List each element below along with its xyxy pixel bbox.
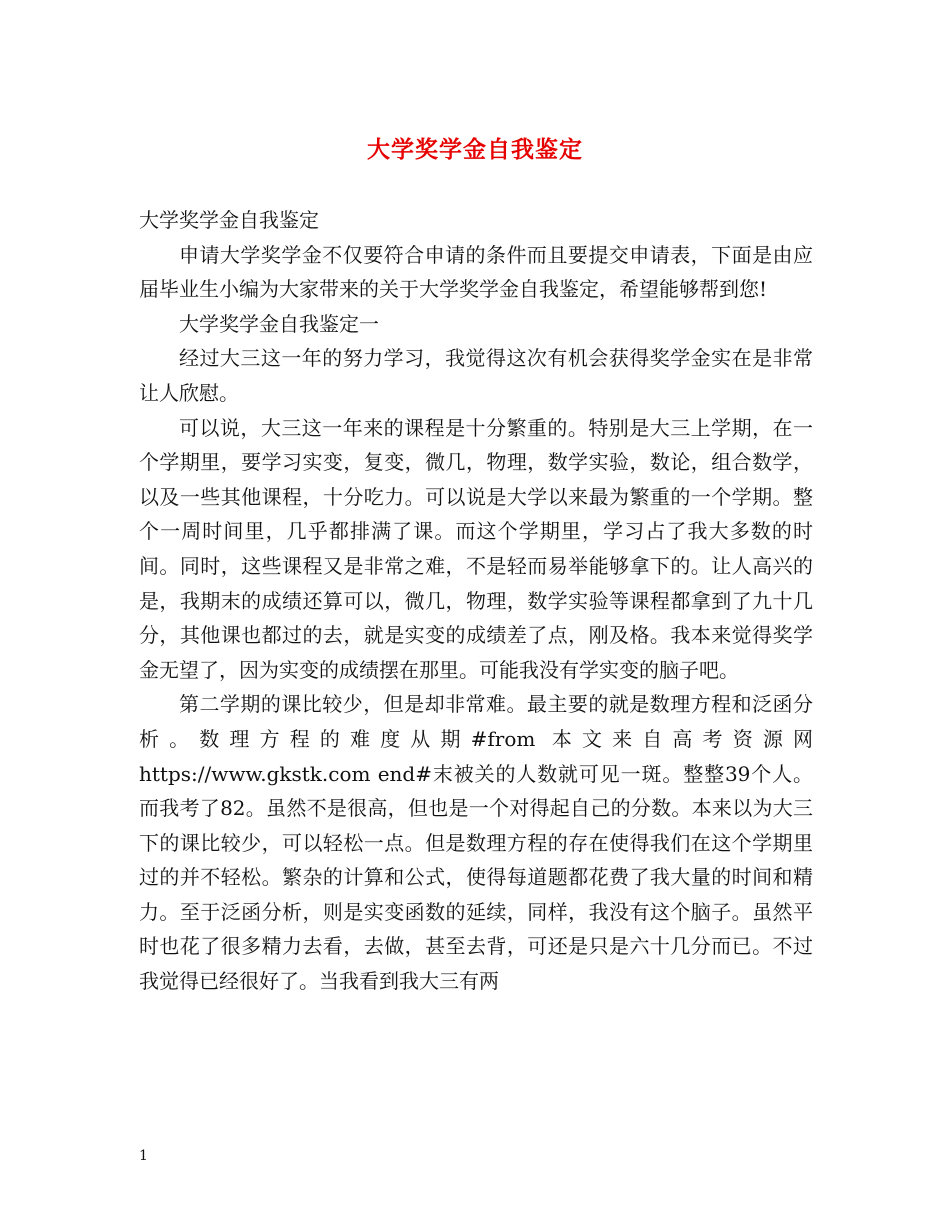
paragraph-heading: 大学奖学金自我鉴定 bbox=[139, 208, 319, 232]
paragraph-body: 经过大三这一年的努力学习，我觉得这次有机会获得奖学金实在是非常让人欣慰。 bbox=[139, 346, 813, 405]
document-body bbox=[139, 203, 813, 999]
paragraph-intro: 申请大学奖学金不仅要符合申请的条件而且要提交申请表，下面是由应届毕业生小编为大家带来的关于大学奖学金自我鉴定，希望能够帮到您! bbox=[139, 242, 813, 302]
paragraph-body: 第二学期的课比较少，但是却非常难。最主要的就是数理方程和泛函分析。数理方程的难度从期#from 本文来自高考资源网https://www.gkstk.com end#末被关的人数就可见一斑。整整39个人。而我考了82。虽然不是很高，但也是一个对得起自己的分数。本来以为大三下的课比较少，可以轻松一点。但是数理方程的存在使得我们在这个学期里过的并不轻松。繁杂的计算和公式，使得每道题都花费了我大量的时间和精力。至于泛函分析，则是实变函数的延续，同样，我没有这个脑子。虽然平时也花了很多精力去看，去做，甚至去背，可还是只是六十几分而已。不过我觉得已经很好了。当我看到我大三有两 bbox=[139, 692, 813, 994]
document-title: 大学奖学金自我鉴定 bbox=[367, 136, 583, 163]
page-number: 1 bbox=[139, 1148, 148, 1164]
paragraph-subheading: 大学奖学金自我鉴定一 bbox=[179, 311, 379, 336]
paragraph-body: 可以说，大三这一年来的课程是十分繁重的。特别是大三上学期，在一个学期里，要学习实变，复变，微几，物理，数学实验，数论，组合数学，以及一些其他课程，十分吃力。可以说是大学以来最为繁重的一个学期。整个一周时间里，几乎都排满了课。而这个学期里，学习占了我大多数的时间。同时，这些课程又是非常之难，不是轻而易举能够拿下的。让人高兴的是，我期末的成绩还算可以，微几，物理，数学实验等课程都拿到了九十几分，其他课也都过的去，就是实变的成绩差了点，刚及格。我本来觉得奖学金无望了，因为实变的成绩摆在那里。可能我没有学实变的脑子吧。 bbox=[139, 415, 813, 682]
